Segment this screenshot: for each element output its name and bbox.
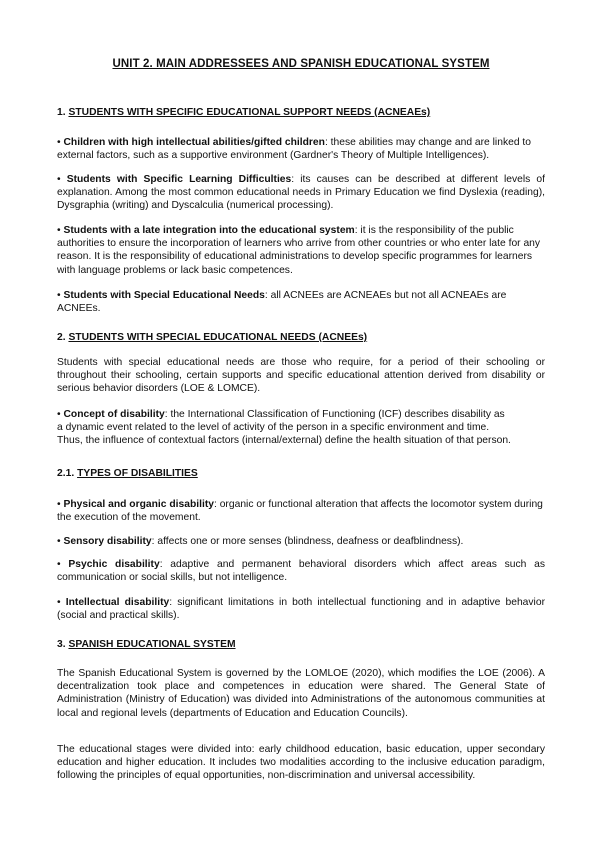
section-2-1-heading [57,467,198,480]
section-3-paragraph-1: The Spanish Educational System is governed by the LOMLOE (2020), which modifies the LOE (2006). A decentralization took place and competences in education were shared. The General State of Administration (Ministry of Education) was divided into Administrations of the autonomous communities at local and regional levels (departments of Education and Education Councils). [57,668,545,719]
bullet: • [57,290,61,301]
bullet: • [57,137,61,148]
item-term: Intellectual disability [65,597,170,608]
list-item [57,498,545,524]
item-term: Physical and organic disability [63,499,214,510]
concept-line [57,408,545,421]
bullet: • [57,499,61,510]
bullet: • [57,536,61,547]
section-number: 3. [57,639,66,650]
list-item [57,596,545,622]
section-2-heading [57,331,367,344]
list-item [57,136,545,162]
bullet: • [57,559,61,570]
section-title: TYPES OF DISABILITIES [77,468,198,479]
concept-of-disability [57,408,545,448]
section-2-intro: Students with special educational needs are those who require, for a period of their schooling or throughout their schooling, certain supports and specific educational attention derived from disability or serious behavior disorders (LOE & LOMCE). [57,357,545,395]
item-text: : significant limitations in both intellectual functioning and in adaptive behavior (social and practical skills). [57,597,546,622]
item-text: : organic or functional alteration that affects the locomotor system during the execution of the movement. [57,499,543,524]
item-text: : its causes can be described at different levels of explanation. Among the most common educational needs in Primary Education we find Dyslexia (reading), Dysgraphia (writing) and Dyscalculia (numerical processing). [57,174,545,212]
item-term: Concept of disability [63,409,165,420]
item-text: : these abilities may change and are linked to external factors, such as a supportive environment (Gardner's Theory of Multiple Intelligences). [57,137,532,162]
section-title: STUDENTS WITH SPECIAL EDUCATIONAL NEEDS (ACNEEs) [68,332,368,343]
list-item [57,289,545,315]
section-3-paragraph-2: The educational stages were divided into: early childhood education, basic education, upper secondary education and higher education. It includes two modalities according to the inclusive education paradigm, following the principles of equal opportunities, non-discrimination and universal accessibility. [57,744,545,782]
section-title: STUDENTS WITH SPECIFIC EDUCATIONAL SUPPORT NEEDS (ACNEAEs) [68,107,431,118]
item-term: Children with high intellectual abilities/gifted children [63,137,325,148]
item-text: : all ACNEEs are ACNEAEs but not all ACNEAEs are ACNEEs. [57,290,507,315]
item-term: Students with a late integration into the educational system [63,225,355,236]
list-item [57,224,545,277]
bullet: • [57,409,61,420]
item-text: : affects one or more senses (blindness, deafness or deafblindness). [151,536,464,547]
section-number: 1. [57,107,66,118]
item-term: Students with Specific Learning Difficulties [66,174,292,185]
section-1-heading [57,106,430,119]
section-title: SPANISH EDUCATIONAL SYSTEM [68,639,236,650]
concept-line: a dynamic event related to the level of activity of the person in a specific environment and time. [57,422,490,434]
list-item [57,535,545,548]
bullet: • [57,174,61,185]
document-title: UNIT 2. MAIN ADDRESSEES AND SPANISH EDUCATIONAL SYSTEM [112,58,490,70]
concept-line: Thus, the influence of contextual factors (internal/external) define the health situation of that person. [57,435,511,447]
item-text: : the International Classification of Functioning (ICF) describes disability as [164,409,505,420]
list-item [57,558,545,584]
item-term: Psychic disability [68,559,160,570]
item-text: : it is the responsibility of the public authorities to ensure the incorporation of learners who arrive from other countries or who enter late for any reason. It is the responsibility of educational administrations to develop specific programmes for learners with language problems or lack basic competences. [57,225,541,276]
list-item [57,173,545,213]
section-3-heading [57,638,236,651]
item-text: : adaptive and permanent behavioral disorders which affect areas such as communication or social skills, but not intelligence. [57,559,545,584]
item-term: Students with Special Educational Needs [63,290,265,301]
bullet: • [57,225,61,236]
bullet: • [57,597,61,608]
section-number: 2.1. [57,468,75,479]
item-term: Sensory disability [63,536,152,547]
section-number: 2. [57,332,66,343]
